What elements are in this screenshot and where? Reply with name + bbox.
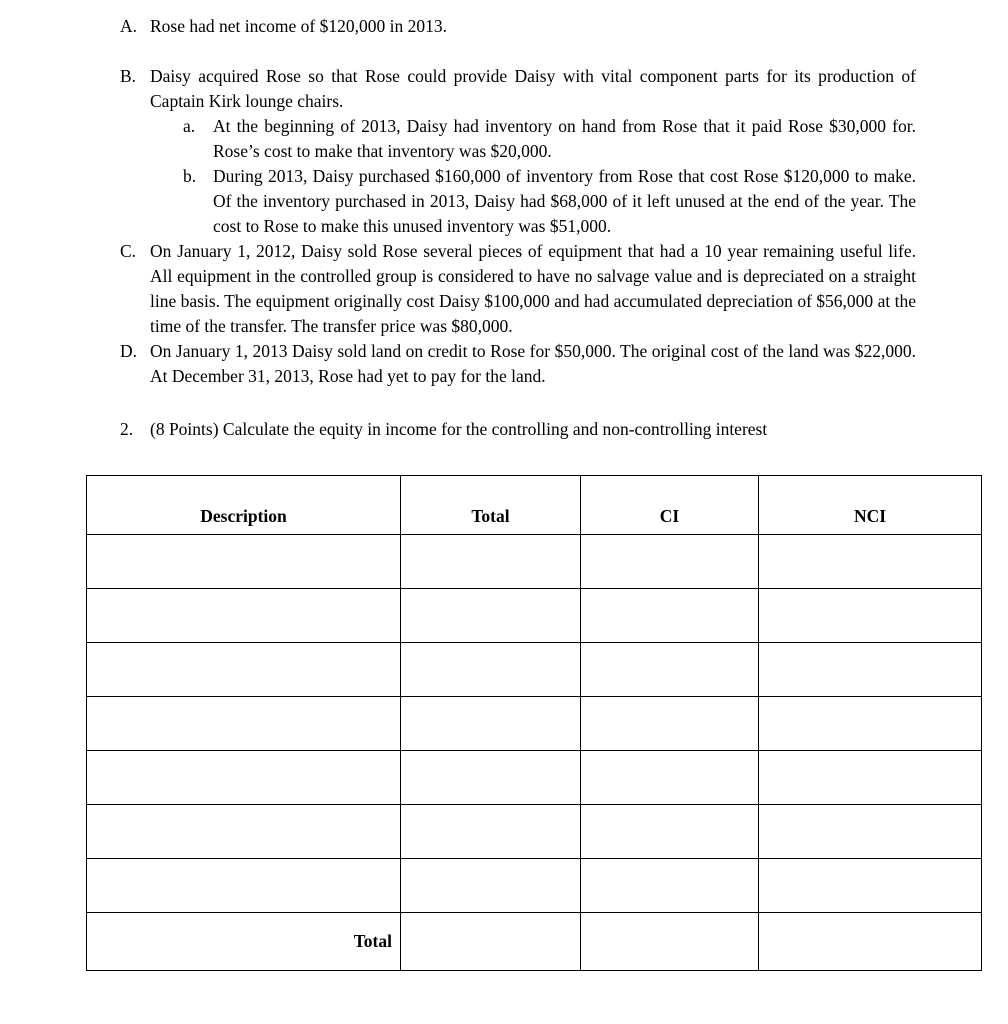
table-cell bbox=[759, 643, 982, 697]
table-cell bbox=[759, 751, 982, 805]
table-row bbox=[87, 535, 982, 589]
table-cell bbox=[581, 697, 759, 751]
answer-table bbox=[86, 475, 982, 971]
table-cell bbox=[759, 859, 982, 913]
table-row bbox=[87, 589, 982, 643]
table-cell bbox=[401, 859, 581, 913]
item-c-text: On January 1, 2012, Daisy sold Rose several pieces of equipment that had a 10 year remaining useful life. All equipment in the controlled group is considered to have no salvage value and is depreciated on a straight line basis. The equipment originally cost Daisy $100,000 and had accumulated depreciation of $56,000 at the time of the transfer. The transfer price was $80,000. bbox=[150, 241, 916, 336]
total-row-cell-nci bbox=[759, 913, 982, 971]
subitem-a-label: a. bbox=[183, 116, 196, 136]
table-cell bbox=[581, 859, 759, 913]
total-row-cell-ci bbox=[581, 913, 759, 971]
subitem-b-label: b. bbox=[183, 166, 197, 186]
total-row-cell-total bbox=[401, 913, 581, 971]
item-b-text: Daisy acquired Rose so that Rose could provide Daisy with vital component parts for its production of Captain Kirk lounge chairs. bbox=[150, 66, 916, 111]
item-c-label: C. bbox=[120, 241, 137, 261]
list-subitem-a bbox=[183, 114, 916, 164]
item-a-label: A. bbox=[120, 16, 138, 36]
table-header-row bbox=[87, 476, 982, 535]
table-cell bbox=[87, 643, 401, 697]
table-cell bbox=[87, 697, 401, 751]
subitem-a-text: At the beginning of 2013, Daisy had inventory on hand from Rose that it paid Rose $30,000 for. Rose’s cost to make that inventory was $20,000. bbox=[213, 116, 916, 161]
table-row bbox=[87, 697, 982, 751]
table-empty-rows bbox=[87, 535, 982, 913]
table-cell bbox=[759, 805, 982, 859]
table-cell bbox=[87, 751, 401, 805]
table-cell bbox=[87, 535, 401, 589]
table-cell bbox=[401, 805, 581, 859]
question-2 bbox=[120, 417, 916, 442]
item-a-text: Rose had net income of $120,000 in 2013. bbox=[150, 16, 447, 36]
question-2-label: 2. bbox=[120, 419, 134, 439]
item-d-text: On January 1, 2013 Daisy sold land on credit to Rose for $50,000. The original cost of the land was $22,000. At December 31, 2013, Rose had yet to pay for the land. bbox=[150, 341, 916, 386]
table-cell bbox=[581, 535, 759, 589]
table-cell bbox=[401, 589, 581, 643]
item-b-content bbox=[150, 64, 916, 239]
list-subitem-b bbox=[183, 164, 916, 239]
list-item-c bbox=[120, 239, 916, 339]
item-d-label: D. bbox=[120, 341, 138, 361]
table-cell bbox=[759, 535, 982, 589]
table-cell bbox=[401, 535, 581, 589]
question-2-text: (8 Points) Calculate the equity in income for the controlling and non-controlling interest bbox=[150, 419, 768, 439]
table-cell bbox=[401, 697, 581, 751]
table-cell bbox=[581, 643, 759, 697]
table-cell bbox=[401, 751, 581, 805]
table-row bbox=[87, 751, 982, 805]
list-item-d bbox=[120, 339, 916, 389]
table-cell bbox=[401, 643, 581, 697]
table-cell bbox=[759, 589, 982, 643]
table-row bbox=[87, 859, 982, 913]
table-row bbox=[87, 805, 982, 859]
item-b-label: B. bbox=[120, 66, 137, 86]
list-item-b bbox=[120, 64, 916, 239]
table-cell bbox=[581, 589, 759, 643]
total-row-label: Total bbox=[87, 913, 401, 971]
table-total-row bbox=[87, 913, 982, 971]
column-header-total: Total bbox=[401, 476, 581, 535]
table-cell bbox=[581, 805, 759, 859]
table-cell bbox=[87, 859, 401, 913]
column-header-nci: NCI bbox=[759, 476, 982, 535]
subitem-b-text: During 2013, Daisy purchased $160,000 of inventory from Rose that cost Rose $120,000 to make. Of the inventory purchased in 2013, Daisy had $68,000 of it left unused at the end of the year. The cost to Rose to make this unused inventory was $51,000. bbox=[213, 166, 916, 236]
facts-list bbox=[120, 14, 916, 442]
table-cell bbox=[87, 589, 401, 643]
table-row bbox=[87, 643, 982, 697]
table-cell bbox=[87, 805, 401, 859]
list-item-a bbox=[120, 14, 916, 39]
column-header-ci: CI bbox=[581, 476, 759, 535]
table-cell bbox=[759, 697, 982, 751]
column-header-description: Description bbox=[87, 476, 401, 535]
table-cell bbox=[581, 751, 759, 805]
